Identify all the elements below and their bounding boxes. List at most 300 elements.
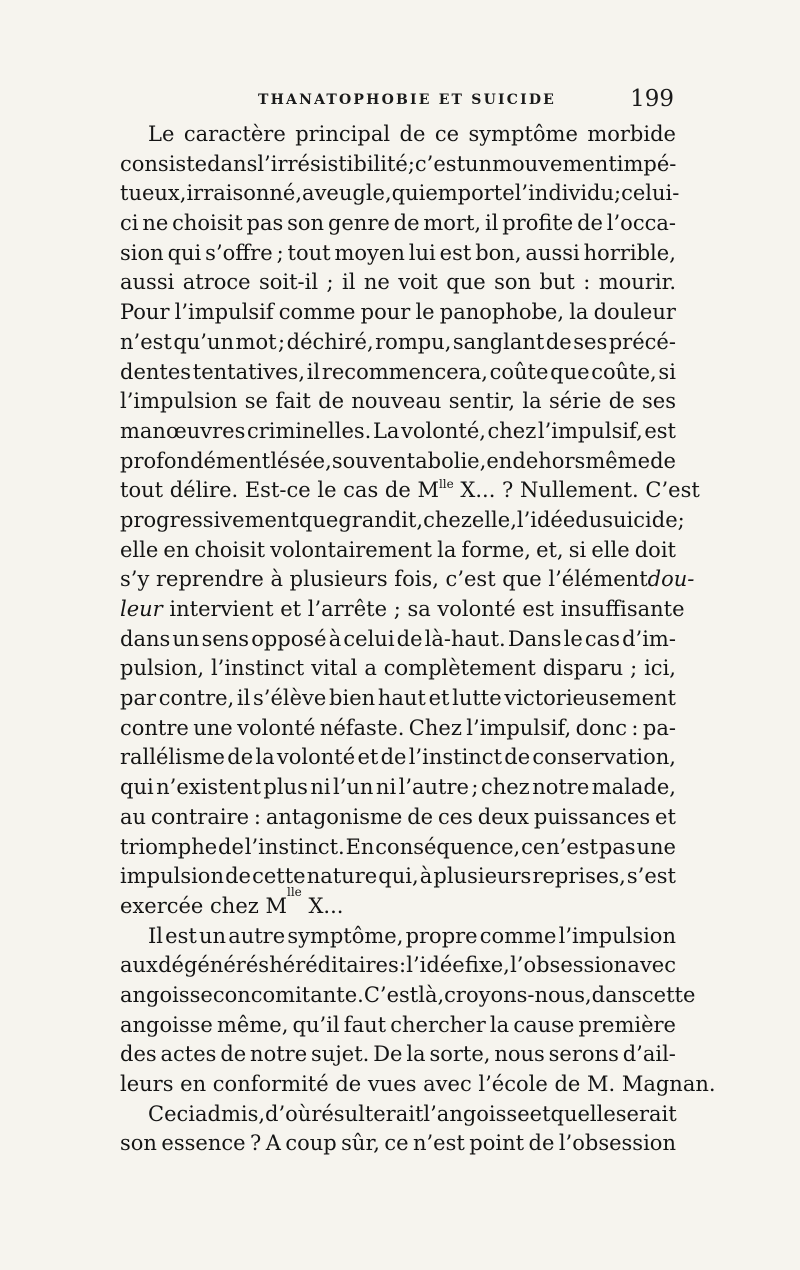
text-line	[120, 981, 696, 1011]
word: donc	[575, 715, 627, 740]
word: d’où	[265, 1101, 312, 1126]
word: ;	[677, 507, 685, 532]
text-line	[120, 951, 676, 981]
text-fragment: s’y reprendre à plusieurs fois, c’est que l’élément	[120, 567, 648, 592]
word: à	[328, 626, 342, 651]
text-line	[120, 268, 676, 298]
word: si	[658, 359, 676, 384]
word: abolie,	[415, 448, 487, 473]
text-line	[120, 773, 676, 803]
word: dentes	[120, 359, 192, 384]
word: haut	[377, 686, 426, 711]
text-line	[120, 1100, 676, 1130]
word: comme	[278, 300, 356, 325]
word: s’offre	[205, 240, 273, 265]
word: vital	[311, 656, 358, 681]
word: symptôme,	[287, 923, 404, 948]
word: même,	[217, 1012, 289, 1037]
word: ni	[310, 775, 331, 800]
word: ce	[521, 834, 546, 859]
word: :	[253, 804, 261, 829]
word: un	[172, 626, 200, 651]
word: d’ail-	[622, 1042, 676, 1067]
word: ;	[630, 656, 638, 681]
word: coup	[285, 1131, 337, 1156]
word: lutte	[452, 686, 502, 711]
word: avec	[627, 953, 676, 978]
word: l’irrésistibilité	[257, 151, 408, 176]
word: :	[398, 953, 407, 978]
word: il	[236, 686, 251, 711]
word: il	[484, 211, 499, 236]
text-line	[120, 150, 676, 180]
word: un	[198, 923, 227, 948]
text-line	[120, 328, 676, 358]
word: pas	[246, 211, 284, 236]
word: croyons-nous,	[444, 982, 592, 1007]
text-fragment: X... ? Nullement. C’est	[453, 478, 700, 503]
word: dégénérés	[158, 953, 270, 978]
word: concomitante.	[212, 982, 364, 1007]
word: l’impulsif,	[466, 715, 572, 740]
word: l’un	[333, 775, 374, 800]
word: son	[120, 1131, 157, 1156]
body-text	[120, 120, 716, 1159]
text-line-italic	[120, 565, 695, 595]
word: tentatives,	[192, 359, 305, 384]
word: choisit	[194, 537, 266, 562]
word: principal	[295, 122, 391, 146]
word: Dans	[507, 626, 562, 651]
superscript: lle	[438, 477, 454, 492]
word: reprises,	[532, 864, 626, 889]
text-line: leurs en conformité de vues avec l’école de M. Magnan.	[120, 1072, 716, 1096]
word: s’est	[626, 864, 676, 889]
word: la	[406, 1042, 426, 1067]
word: ;	[276, 240, 284, 265]
word: La	[372, 418, 400, 443]
word: deux	[477, 804, 530, 829]
word: bien	[329, 686, 376, 711]
word: l’impulsif,	[537, 418, 643, 443]
word: contre	[120, 715, 189, 740]
word: première	[578, 1012, 676, 1037]
word: serait	[615, 1101, 677, 1126]
italic-word: dou-	[647, 567, 695, 592]
word: l’angoisse	[423, 1101, 530, 1126]
word: doit	[634, 537, 676, 562]
word: point	[469, 1131, 525, 1156]
word: nature	[306, 864, 378, 889]
text-line	[120, 743, 676, 773]
text-line	[120, 625, 676, 655]
word: celui-	[621, 181, 680, 206]
word: l’instinct	[408, 745, 503, 770]
word: notre	[250, 1042, 308, 1067]
word: son	[494, 270, 532, 295]
word: Le	[148, 122, 175, 146]
word: qui	[391, 181, 426, 206]
word: de	[650, 448, 676, 473]
word: le	[563, 626, 583, 651]
word: triomphe	[120, 834, 218, 859]
word: recommencera,	[321, 359, 488, 384]
word: là-haut.	[424, 626, 506, 651]
word: la	[437, 537, 457, 562]
word: que	[298, 507, 339, 532]
word: ;	[471, 775, 479, 800]
word: souvent	[331, 448, 416, 473]
word: suicide	[602, 507, 678, 532]
word: qui	[120, 775, 154, 800]
word: la	[569, 300, 589, 325]
word: criminelles.	[246, 418, 372, 443]
word: caractère	[183, 122, 286, 146]
word: mouvement	[492, 151, 617, 176]
word: pas	[598, 834, 636, 859]
word: faut	[343, 1012, 387, 1037]
word: malade,	[591, 775, 676, 800]
word: but	[539, 270, 575, 295]
word: ne	[142, 211, 169, 236]
text-line	[120, 387, 676, 417]
word: consiste	[120, 151, 208, 176]
word: ;	[326, 270, 334, 295]
word: admis,	[194, 1101, 266, 1126]
word: l’individu	[514, 181, 615, 206]
word: emporte	[425, 181, 515, 206]
word: essence	[161, 1131, 246, 1156]
word: ici,	[644, 656, 676, 681]
word: sorte,	[429, 1042, 491, 1067]
word: d’im-	[622, 626, 676, 651]
word: c’est	[414, 151, 466, 176]
word: l’obsession	[558, 1131, 676, 1156]
word: de	[396, 626, 423, 651]
word: coûte,	[591, 359, 657, 384]
word: autre	[228, 923, 286, 948]
word: néfaste.	[319, 715, 405, 740]
word: atroce	[182, 270, 251, 295]
word: progressivement	[120, 507, 299, 532]
word: de	[393, 211, 420, 236]
word: en	[163, 537, 190, 562]
word: un	[465, 151, 493, 176]
word: soit-il	[258, 270, 319, 295]
word: disparu	[542, 656, 624, 681]
word: Chez	[408, 715, 462, 740]
word: fait	[275, 389, 311, 414]
text-line	[120, 298, 676, 328]
word: volonté	[276, 745, 356, 770]
word: de	[218, 834, 244, 859]
word: actes	[160, 1042, 217, 1067]
word: de	[608, 389, 635, 414]
word: plusieurs	[433, 864, 532, 889]
word: impulsion	[120, 864, 224, 889]
word: il	[341, 270, 356, 295]
word: sûr,	[341, 1131, 380, 1156]
word: elle,	[471, 507, 517, 532]
word: chercher	[390, 1012, 486, 1037]
word: et	[357, 745, 379, 770]
text-line	[120, 833, 676, 863]
word: l’impulsion	[120, 389, 238, 414]
word: aussi	[120, 270, 175, 295]
word: plus	[263, 775, 308, 800]
word: ;	[278, 329, 286, 354]
word: chez	[487, 418, 537, 443]
word: de	[504, 745, 531, 770]
word: :	[631, 715, 639, 740]
word: même	[585, 448, 651, 473]
word: coûte	[489, 359, 549, 384]
word: cette	[252, 864, 306, 889]
word: tueux,	[120, 181, 187, 206]
text-line	[120, 803, 676, 833]
word: et,	[536, 537, 564, 562]
word: contre,	[158, 686, 235, 711]
text-fragment: tout délire. Est-ce le cas de M	[120, 478, 439, 503]
word: pa-	[642, 715, 676, 740]
word: aveugle,	[302, 181, 392, 206]
text-fragment: X...	[301, 893, 344, 918]
page-header	[118, 88, 678, 118]
word: est	[644, 418, 676, 443]
word: lésée,	[270, 448, 332, 473]
text-line	[120, 209, 676, 239]
text-fragment: exercée chez M	[120, 893, 287, 918]
word: que	[550, 359, 590, 384]
word: l’occa-	[606, 211, 676, 236]
word: qu’il	[292, 1012, 340, 1037]
word: serons	[548, 1042, 619, 1067]
word: n’est	[120, 329, 172, 354]
text-line	[120, 239, 676, 269]
word: complètement	[383, 656, 536, 681]
text-line	[120, 536, 676, 566]
word: elle	[591, 537, 630, 562]
word: elle	[120, 537, 159, 562]
word: de	[380, 745, 407, 770]
word: nouveau	[351, 389, 442, 414]
word: l’idée	[516, 507, 576, 532]
word: opposé	[251, 626, 327, 651]
word: aux	[120, 953, 158, 978]
word: tout	[287, 240, 331, 265]
word: déchiré,	[286, 329, 374, 354]
word: son	[287, 211, 325, 236]
word: héréditaires	[269, 953, 399, 978]
word: antagonisme	[265, 804, 403, 829]
word: fixe,	[464, 953, 510, 978]
word: sens	[201, 626, 250, 651]
word: se	[244, 389, 268, 414]
word: dehors	[512, 448, 586, 473]
word: cette	[641, 982, 696, 1007]
word: sion	[120, 240, 164, 265]
word: Ceci	[148, 1101, 195, 1126]
word: la	[489, 1012, 510, 1037]
text-line	[120, 654, 676, 684]
text-line	[120, 922, 676, 952]
word: qui	[167, 240, 202, 265]
word: ci	[120, 211, 139, 236]
word: la	[255, 745, 275, 770]
word: série	[549, 389, 602, 414]
word: En	[345, 834, 375, 859]
word: de	[318, 389, 344, 414]
word: la	[522, 389, 542, 414]
word: ce	[384, 1131, 409, 1156]
running-title: THANATOPHOBIE ET SUICIDE	[258, 92, 557, 108]
word: profite	[502, 211, 574, 236]
text-line	[120, 506, 685, 536]
word: des	[120, 1042, 157, 1067]
word: sanglant	[452, 329, 545, 354]
word: bon,	[475, 240, 522, 265]
word: panophobe,	[439, 300, 565, 325]
word: voit	[398, 270, 438, 295]
text-line	[120, 684, 676, 714]
word: victorieusement	[504, 686, 676, 711]
text-line	[120, 120, 676, 150]
word: grandit,	[338, 507, 424, 532]
word: cas	[584, 626, 620, 651]
word: au	[120, 804, 147, 829]
word: A	[265, 1131, 281, 1156]
word: de	[545, 329, 572, 354]
word: volonté	[237, 715, 316, 740]
word: ;	[407, 151, 415, 176]
word: là,	[418, 982, 445, 1007]
word: l’impulsif	[174, 300, 274, 325]
word: impé-	[616, 151, 677, 176]
word: l’obsession	[510, 953, 628, 978]
word: il	[306, 359, 321, 384]
word: de	[225, 864, 251, 889]
word: par	[120, 686, 157, 711]
superscript: lle	[287, 884, 302, 899]
word: profondément	[120, 448, 271, 473]
word: résulterait	[311, 1101, 424, 1126]
word: contraire	[150, 804, 250, 829]
word: l’instinct	[210, 656, 305, 681]
word: de	[220, 1042, 247, 1067]
word: irraisonné,	[186, 181, 303, 206]
word: nous	[494, 1042, 545, 1067]
word: rompu,	[375, 329, 452, 354]
word: volonté,	[400, 418, 486, 443]
word: angoisse	[120, 982, 213, 1007]
word: si	[568, 537, 587, 562]
text-line-mlle	[120, 476, 700, 506]
word: symptôme	[468, 122, 578, 146]
italic-word: leur	[120, 597, 163, 621]
word: n’est	[546, 834, 598, 859]
word: une	[193, 715, 233, 740]
word: mort,	[423, 211, 482, 236]
text-line-mlle	[120, 884, 676, 922]
word: puissances	[533, 804, 651, 829]
word: mot	[235, 329, 277, 354]
text-line	[120, 417, 676, 447]
page-number: 199	[630, 86, 674, 112]
word: pulsion,	[120, 656, 205, 681]
word: pour	[360, 300, 411, 325]
word: comme	[479, 923, 557, 948]
word: rallélisme	[120, 745, 225, 770]
word: à	[419, 864, 433, 889]
word: l’autre	[398, 775, 469, 800]
word: une	[636, 834, 676, 859]
word: le	[415, 300, 435, 325]
word: et	[655, 804, 676, 829]
word: et	[428, 686, 450, 711]
word: a	[364, 656, 377, 681]
word: mourir.	[598, 270, 676, 295]
word: ni	[375, 775, 397, 800]
text-line-italic	[120, 595, 685, 625]
word: chez	[480, 775, 530, 800]
word: ?	[249, 1131, 262, 1156]
word: douleur	[593, 300, 676, 325]
word: aussi	[525, 240, 580, 265]
word: conservation,	[532, 745, 676, 770]
word: du	[575, 507, 603, 532]
word: chez	[423, 507, 472, 532]
word: genre	[327, 211, 390, 236]
text-line	[120, 714, 676, 744]
word: dans	[591, 982, 642, 1007]
word: l’impulsion	[558, 923, 676, 948]
word: morbide	[587, 122, 676, 146]
text-line	[120, 358, 676, 388]
word: ces	[437, 804, 473, 829]
word: ses	[573, 329, 608, 354]
text-fragment: intervient et l’arrête ; sa volonté est insuffisante	[162, 597, 685, 621]
word: choisit	[172, 211, 243, 236]
word: Pour	[120, 300, 170, 325]
word: est	[165, 923, 197, 948]
word: lui	[408, 240, 436, 265]
word: n’existent	[156, 775, 261, 800]
word: forme,	[461, 537, 531, 562]
word: dans	[120, 626, 171, 651]
word: propre	[405, 923, 478, 948]
word: ce	[434, 122, 460, 146]
word: de	[399, 122, 426, 146]
word: qu’un	[173, 329, 235, 354]
word: n’est	[412, 1131, 465, 1156]
word: en	[486, 448, 513, 473]
word: quelle	[550, 1101, 616, 1126]
word: ses	[642, 389, 676, 414]
text-line	[120, 179, 680, 209]
word: :	[583, 270, 591, 295]
text-line	[120, 1129, 676, 1159]
word: manœuvres	[120, 418, 246, 443]
word: Il	[148, 923, 164, 948]
text-line	[120, 1011, 676, 1041]
word: précé-	[608, 329, 676, 354]
word: sujet.	[310, 1042, 370, 1067]
word: ;	[614, 181, 622, 206]
word: de	[577, 211, 603, 236]
word: est	[439, 240, 472, 265]
word: volontairement	[270, 537, 432, 562]
text-line	[120, 862, 676, 892]
